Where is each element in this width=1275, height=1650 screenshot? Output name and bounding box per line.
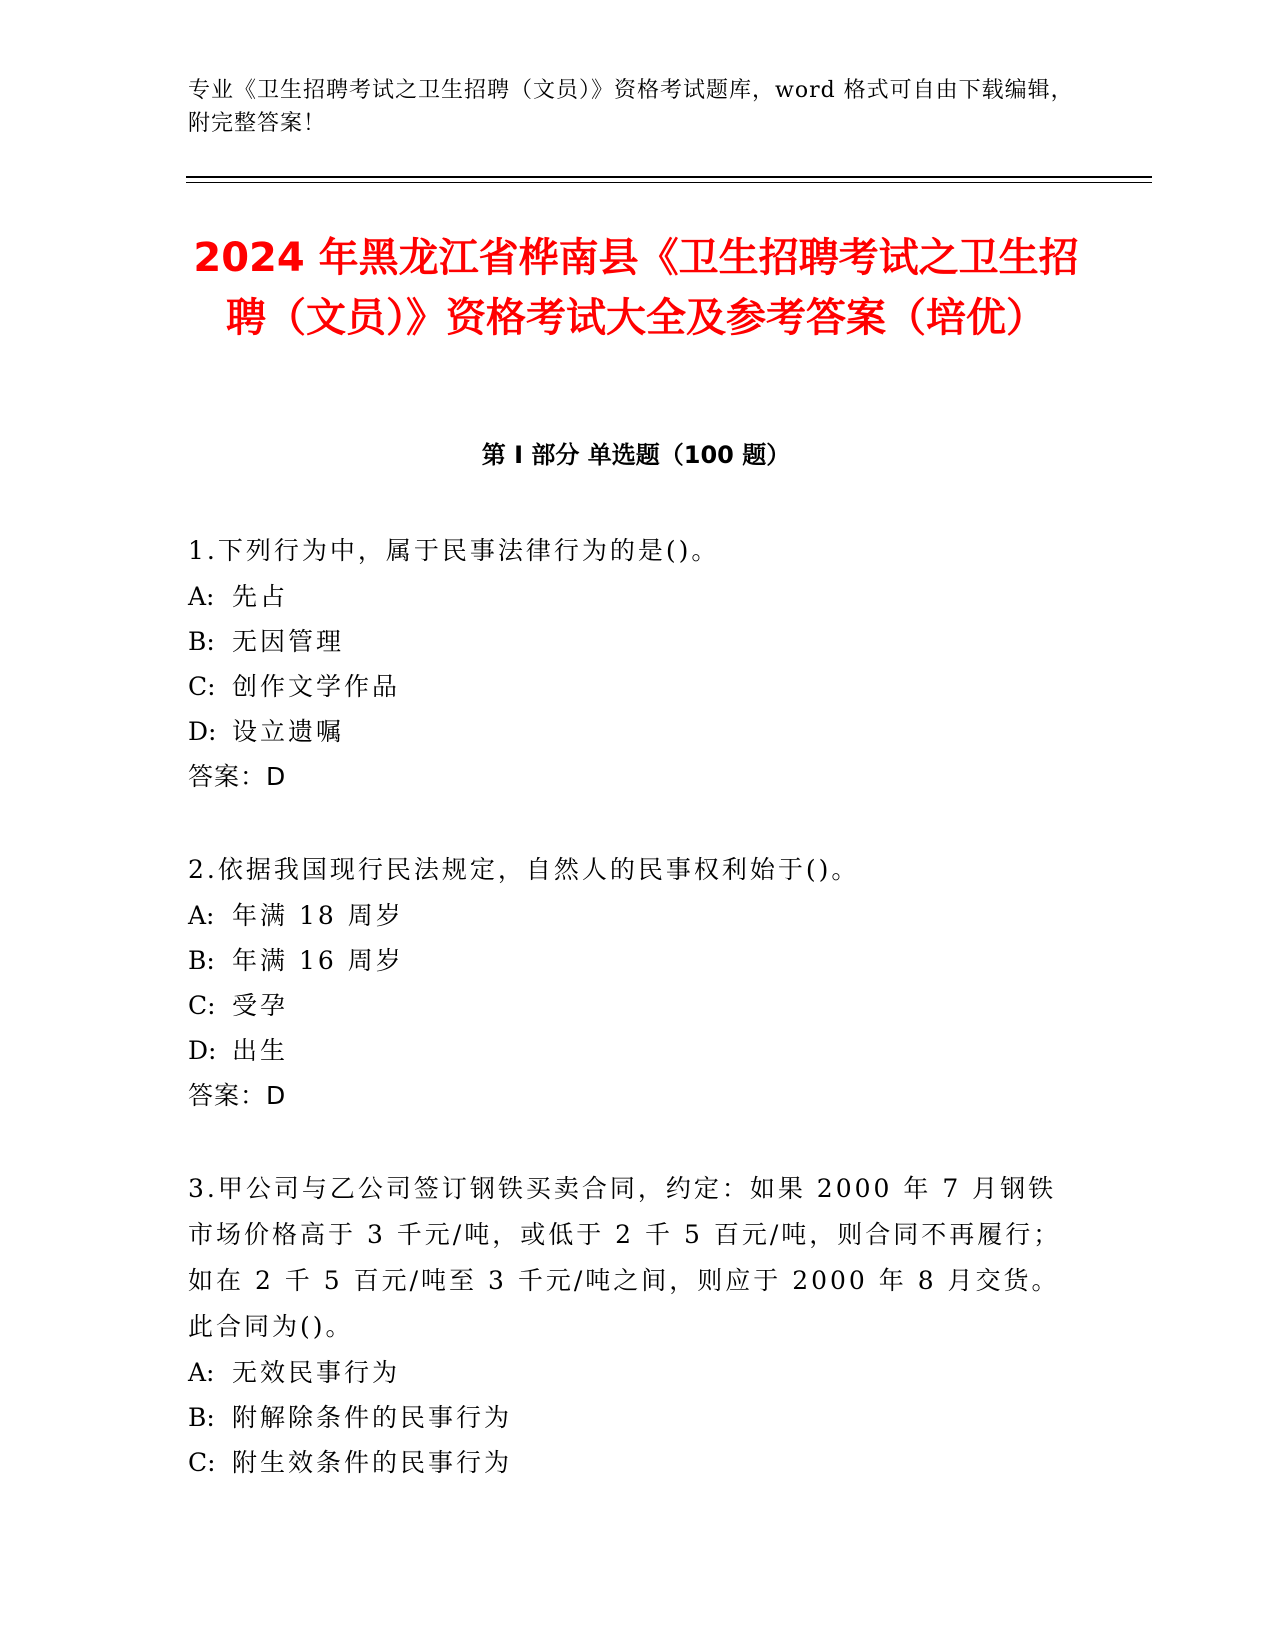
answer-line — [188, 754, 1068, 800]
answer-value: D — [266, 762, 287, 791]
option-label: B: — [188, 1403, 215, 1432]
option-label: C: — [188, 991, 216, 1020]
option-label: C: — [188, 1448, 216, 1477]
option-text: 出生 — [232, 1036, 289, 1065]
option-text: 设立遗嘱 — [232, 717, 345, 746]
document-title: 2024 年黑龙江省桦南县《卫生招聘考试之卫生招聘（文员）》资格考试大全及参考答案（培优） — [193, 235, 1079, 341]
option-c — [188, 664, 1068, 709]
option-d — [188, 1028, 1068, 1073]
option-c — [188, 983, 1068, 1028]
option-text: 先占 — [232, 582, 289, 611]
option-b — [188, 619, 1068, 664]
option-text: 无效民事行为 — [232, 1358, 401, 1387]
question-stem: 3.甲公司与乙公司签订钢铁买卖合同，约定：如果 2000 年 7 月钢铁市场价格高于 3 千元/吨，或低于 2 千 5 百元/吨，则合同不再履行；如在 2 千 5 百元/吨至 3 千元/吨之间，则应于 2000 年 8 月交货。此合同为()。 — [188, 1174, 1062, 1341]
header-rule-thick — [186, 176, 1152, 178]
option-text: 无因管理 — [232, 627, 345, 656]
option-text: 创作文学作品 — [232, 672, 401, 701]
option-label: A: — [188, 1358, 215, 1387]
question-3 — [188, 1166, 1068, 1485]
option-c — [188, 1440, 1068, 1485]
option-label: D: — [188, 1036, 217, 1065]
answer-prefix: 答案： — [188, 1081, 267, 1110]
option-label: D: — [188, 717, 217, 746]
option-b — [188, 938, 1068, 983]
question-list — [188, 528, 1068, 1532]
header-note: 专业《卫生招聘考试之卫生招聘（文员）》资格考试题库，word 格式可自由下载编辑，附完整答案！ — [188, 78, 1074, 136]
option-text: 附生效条件的民事行为 — [232, 1448, 513, 1477]
question-stem: 1.下列行为中，属于民事法律行为的是()。 — [188, 536, 720, 565]
question-2 — [188, 847, 1068, 1119]
question-stem: 2.依据我国现行民法规定，自然人的民事权利始于()。 — [188, 855, 860, 884]
option-text: 年满 16 周岁 — [232, 946, 404, 975]
option-label: B: — [188, 627, 215, 656]
option-text: 年满 18 周岁 — [232, 901, 404, 930]
option-a — [188, 574, 1068, 619]
answer-value: D — [266, 1081, 287, 1110]
option-label: C: — [188, 672, 216, 701]
question-1 — [188, 528, 1068, 800]
option-a — [188, 893, 1068, 938]
option-label: B: — [188, 946, 215, 975]
option-label: A: — [188, 582, 215, 611]
answer-line — [188, 1073, 1068, 1119]
option-text: 附解除条件的民事行为 — [232, 1403, 513, 1432]
option-label: A: — [188, 901, 215, 930]
option-a — [188, 1350, 1068, 1395]
answer-prefix: 答案： — [188, 762, 267, 791]
section-title: 第 I 部分 单选题（100 题） — [481, 441, 791, 469]
header-rule-thin — [186, 182, 1152, 183]
option-text: 受孕 — [232, 991, 289, 1020]
option-b — [188, 1395, 1068, 1440]
option-d — [188, 709, 1068, 754]
